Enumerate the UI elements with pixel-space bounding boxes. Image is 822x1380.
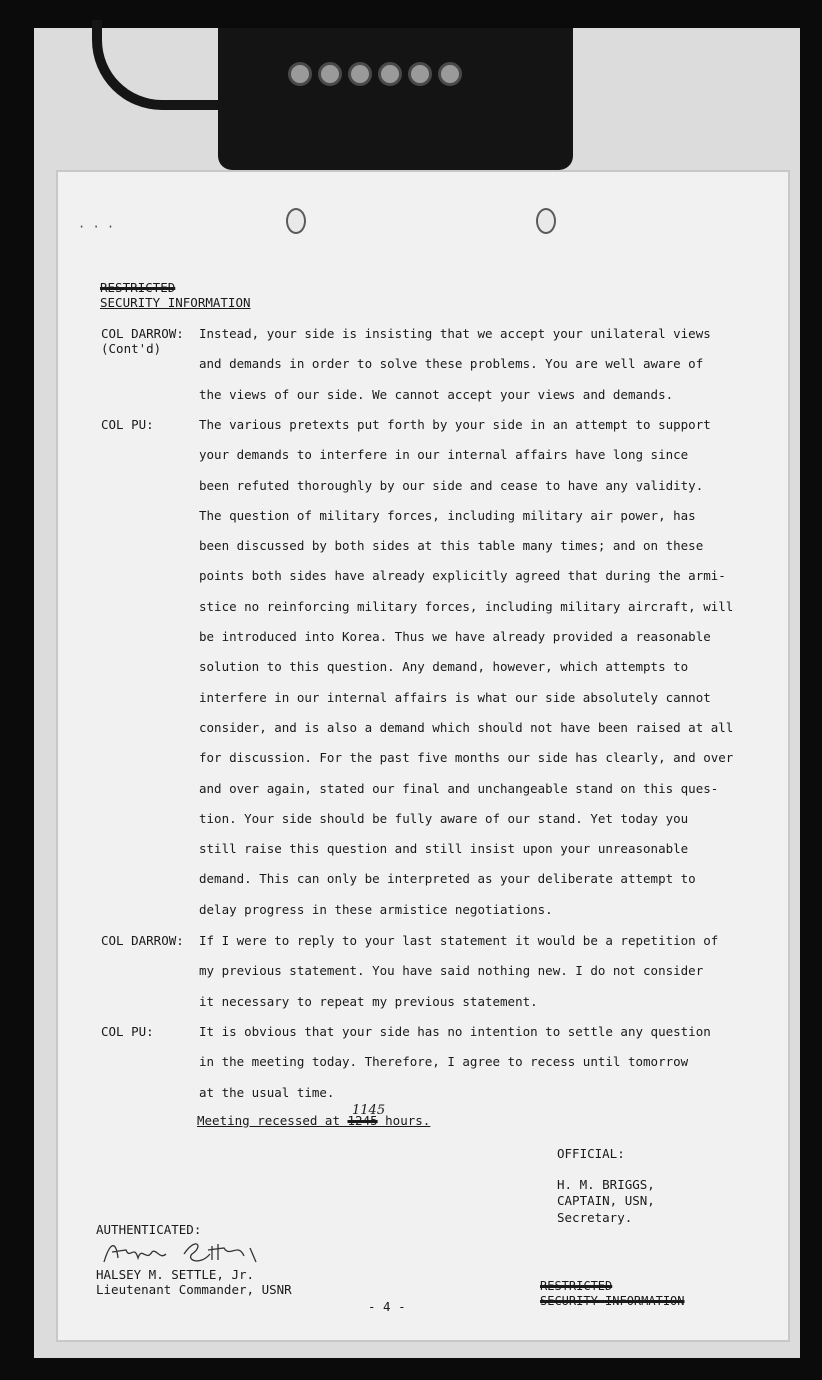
speech-line: interfere in our internal affairs is what our side absolutely cannot bbox=[199, 689, 711, 705]
binder-clip bbox=[218, 28, 573, 170]
speech-text bbox=[199, 319, 744, 410]
clip-rivet bbox=[438, 62, 462, 86]
speech-line: It is obvious that your side has no intention to settle any question bbox=[199, 1024, 711, 1039]
clip-rivet bbox=[378, 62, 402, 86]
speech-line: the views of our side. We cannot accept your views and demands. bbox=[199, 386, 674, 402]
speech-text bbox=[199, 410, 744, 925]
speech-line: it necessary to repeat my previous statement. bbox=[199, 993, 538, 1009]
speech-line: demand. This can only be interpreted as your deliberate attempt to bbox=[199, 871, 696, 887]
speech-line: stice no reinforcing military forces, including military aircraft, will bbox=[199, 598, 734, 614]
speech-line: for discussion. For the past five months our side has clearly, and over bbox=[199, 750, 734, 766]
classification-footer bbox=[540, 1279, 685, 1309]
speech-line: your demands to interfere in our internal affairs have long since bbox=[199, 447, 689, 463]
clip-rivet bbox=[408, 62, 432, 86]
authenticated-rank: Lieutenant Commander, USNR bbox=[96, 1282, 292, 1297]
meeting-recess-line bbox=[197, 1113, 430, 1128]
authenticated-name-block bbox=[96, 1267, 292, 1297]
speaker-label: COL DARROW: (Cont'd) bbox=[101, 326, 184, 356]
classification-line-1: RESTRICTED bbox=[100, 280, 176, 295]
speech-line: Instead, your side is insisting that we accept your unilateral views bbox=[199, 326, 711, 341]
speech-line: The various pretexts put forth by your side in an attempt to support bbox=[199, 417, 711, 432]
speech-line: be introduced into Korea. Thus we have already provided a reasonable bbox=[199, 629, 711, 645]
speech-line: and over again, stated our final and unchangeable stand on this ques- bbox=[199, 780, 719, 796]
punch-hole bbox=[286, 208, 306, 234]
speech-line: at the usual time. bbox=[199, 1084, 335, 1100]
speech-line: and demands in order to solve these problems. You are well aware of bbox=[199, 356, 704, 372]
handwritten-time-correction: 1145 bbox=[352, 1103, 386, 1118]
speech-line: tion. Your side should be fully aware of our stand. Yet today you bbox=[199, 810, 689, 826]
speaker-label: COL PU: bbox=[101, 1024, 154, 1039]
page-number: - 4 - bbox=[368, 1299, 406, 1314]
speech-line: solution to this question. Any demand, however, which attempts to bbox=[199, 659, 689, 675]
struck-time: 1245 bbox=[347, 1113, 378, 1128]
clip-rivet bbox=[288, 62, 312, 86]
speech-line: delay progress in these armistice negotiations. bbox=[199, 901, 553, 917]
classification-line-2: SECURITY INFORMATION bbox=[100, 295, 251, 310]
speech-line: still raise this question and still insist upon your unreasonable bbox=[199, 841, 689, 857]
footer-classification-line-2: SECURITY INFORMATION bbox=[540, 1294, 685, 1308]
speech-line: been discussed by both sides at this table many times; and on these bbox=[199, 538, 704, 554]
speech-line: my previous statement. You have said nothing new. I do not consider bbox=[199, 963, 704, 979]
speaker-label: COL PU: bbox=[101, 417, 154, 432]
handwritten-signature bbox=[100, 1232, 268, 1270]
authenticated-name: HALSEY M. SETTLE, Jr. bbox=[96, 1267, 255, 1282]
official-block bbox=[557, 1146, 655, 1226]
speech-line: If I were to reply to your last statement it would be a repetition of bbox=[199, 933, 719, 948]
recess-suffix: hours. bbox=[377, 1113, 431, 1128]
speaker-label: COL DARROW: bbox=[101, 933, 184, 948]
scan-mark: · · · bbox=[78, 220, 115, 234]
speech-line: The question of military forces, including military air power, has bbox=[199, 507, 696, 523]
speech-line: in the meeting today. Therefore, I agree to recess until tomorrow bbox=[199, 1054, 689, 1070]
recess-prefix: Meeting recessed at bbox=[197, 1113, 348, 1128]
clip-rivet bbox=[348, 62, 372, 86]
official-title: Secretary. bbox=[557, 1209, 633, 1225]
official-rank: CAPTAIN, USN, bbox=[557, 1193, 655, 1208]
footer-classification-line-1: RESTRICTED bbox=[540, 1279, 613, 1293]
speech-text bbox=[199, 926, 744, 1017]
official-label: OFFICIAL: bbox=[557, 1146, 625, 1161]
speech-line: consider, and is also a demand which should not have been raised at all bbox=[199, 719, 734, 735]
speech-text bbox=[199, 1017, 744, 1108]
official-name: H. M. BRIGGS, bbox=[557, 1176, 655, 1192]
punch-hole bbox=[536, 208, 556, 234]
clip-rivet bbox=[318, 62, 342, 86]
classification-header bbox=[100, 280, 251, 310]
authenticated-label: AUTHENTICATED: bbox=[96, 1222, 202, 1237]
speech-line: been refuted thoroughly by our side and cease to have any validity. bbox=[199, 477, 704, 493]
speech-line: points both sides have already explicitly agreed that during the armi- bbox=[199, 568, 726, 584]
